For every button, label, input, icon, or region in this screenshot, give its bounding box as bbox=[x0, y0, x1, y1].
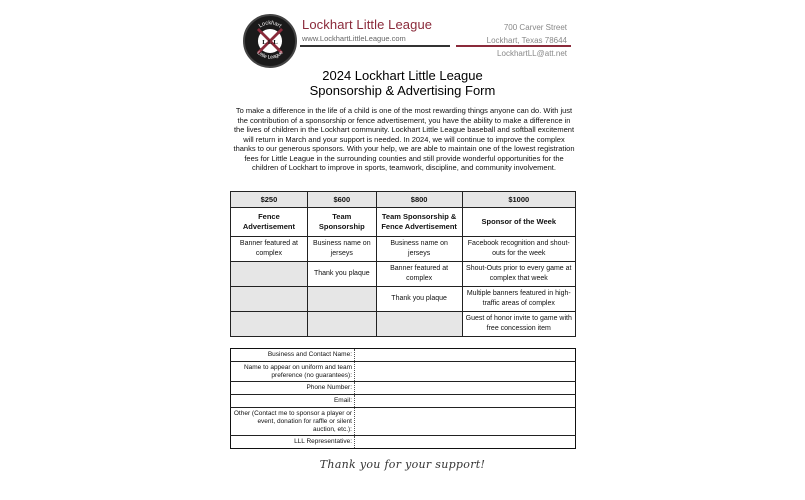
uniform-name-label: Name to appear on uniform and team preference (no guarantees): bbox=[231, 362, 355, 382]
benefit-cell bbox=[307, 287, 376, 312]
brand-block bbox=[302, 17, 432, 43]
logo-text-top: Lockhart bbox=[257, 20, 283, 30]
price-cell: $800 bbox=[376, 192, 462, 208]
form-row bbox=[231, 436, 576, 449]
address-line2: Lockhart, Texas 78644 bbox=[486, 36, 567, 45]
page-title bbox=[0, 68, 805, 98]
representative-label: LLL Representative: bbox=[231, 436, 355, 449]
tier-name-cell: Team Sponsorship & Fence Advertisement bbox=[376, 208, 462, 237]
benefit-cell: Thank you plaque bbox=[307, 262, 376, 287]
phone-label: Phone Number: bbox=[231, 382, 355, 395]
benefit-cell: Business name on jerseys bbox=[376, 237, 462, 262]
benefit-cell: Multiple banners featured in high-traffic areas of complex bbox=[462, 287, 575, 312]
tier-name-cell: Fence Advertisement bbox=[231, 208, 308, 237]
website-link[interactable]: www.LockhartLittleLeague.com bbox=[302, 34, 406, 43]
benefit-cell bbox=[231, 262, 308, 287]
tier-name-cell: Team Sponsorship bbox=[307, 208, 376, 237]
tier-name-cell: Sponsor of the Week bbox=[462, 208, 575, 237]
price-row bbox=[231, 192, 576, 208]
price-cell: $1000 bbox=[462, 192, 575, 208]
business-contact-field[interactable] bbox=[355, 349, 576, 362]
form-row bbox=[231, 349, 576, 362]
benefit-cell: Banner featured at complex bbox=[231, 237, 308, 262]
title-line2: Sponsorship & Advertising Form bbox=[309, 83, 496, 98]
benefit-cell: Facebook recognition and shout-outs for the week bbox=[462, 237, 575, 262]
benefit-cell bbox=[231, 312, 308, 337]
table-row bbox=[231, 312, 576, 337]
benefit-cell: Business name on jerseys bbox=[307, 237, 376, 262]
league-logo bbox=[243, 14, 297, 68]
other-field[interactable] bbox=[355, 408, 576, 436]
thank-you-note: Thank you for your support! bbox=[319, 458, 486, 471]
table-row bbox=[231, 287, 576, 312]
other-label: Other (Contact me to sponsor a player or event, donation for raffle or silent auction, etc.): bbox=[231, 408, 355, 436]
business-contact-label: Business and Contact Name: bbox=[231, 349, 355, 362]
svg-text:Lockhart bbox=[258, 20, 283, 29]
benefit-cell bbox=[231, 287, 308, 312]
price-cell: $600 bbox=[307, 192, 376, 208]
benefit-cell: Thank you plaque bbox=[376, 287, 462, 312]
price-cell: $250 bbox=[231, 192, 308, 208]
sponsorship-table bbox=[230, 191, 576, 337]
benefit-cell bbox=[307, 312, 376, 337]
benefit-cell: Shout-Outs prior to every game at complex that week bbox=[462, 262, 575, 287]
benefit-cell: Banner featured at complex bbox=[376, 262, 462, 287]
table-row bbox=[231, 262, 576, 287]
title-line1: 2024 Lockhart Little League bbox=[322, 68, 483, 83]
org-name: Lockhart Little League bbox=[302, 17, 433, 32]
header-rule-dark bbox=[300, 45, 450, 47]
benefit-cell bbox=[376, 312, 462, 337]
logo-text-bottom: Little League bbox=[255, 49, 285, 61]
address-line1: 700 Carver Street bbox=[503, 23, 567, 32]
table-row bbox=[231, 237, 576, 262]
email-label: Email: bbox=[231, 395, 355, 408]
tier-name-row bbox=[231, 208, 576, 237]
baseball-bats-icon bbox=[245, 16, 295, 66]
form-row bbox=[231, 408, 576, 436]
benefit-cell: Guest of honor invite to game with free concession item bbox=[462, 312, 575, 337]
representative-field[interactable] bbox=[355, 436, 576, 449]
email-address[interactable]: LockhartLL@att.net bbox=[497, 49, 567, 58]
form-row bbox=[231, 362, 576, 382]
address-block bbox=[487, 21, 567, 60]
form-row bbox=[231, 382, 576, 395]
form-row bbox=[231, 395, 576, 408]
logo-initials: L L L bbox=[262, 38, 278, 46]
email-field[interactable] bbox=[355, 395, 576, 408]
contact-form bbox=[230, 348, 576, 449]
phone-field[interactable] bbox=[355, 382, 576, 395]
uniform-name-field[interactable] bbox=[355, 362, 576, 382]
intro-paragraph: To make a difference in the life of a child is one of the most rewarding things anyone can do. With just the contribution of a sponsorship or fence advertisement, you have the ability to make a difference in the lives of children in the Lockhart community. Lockhart Little League baseball and softball excitement will return in March and your support is needed. In 2024, we will continue to improve the complex thanks to our generous sponsors. With your help, we are able to maintain one of the lowest registration fees for Little League in the surrounding counties and still provide wonderful opportunities for the children of Lockhart to improve in sports, teamwork, discipline, and community involvement. bbox=[233, 106, 575, 172]
